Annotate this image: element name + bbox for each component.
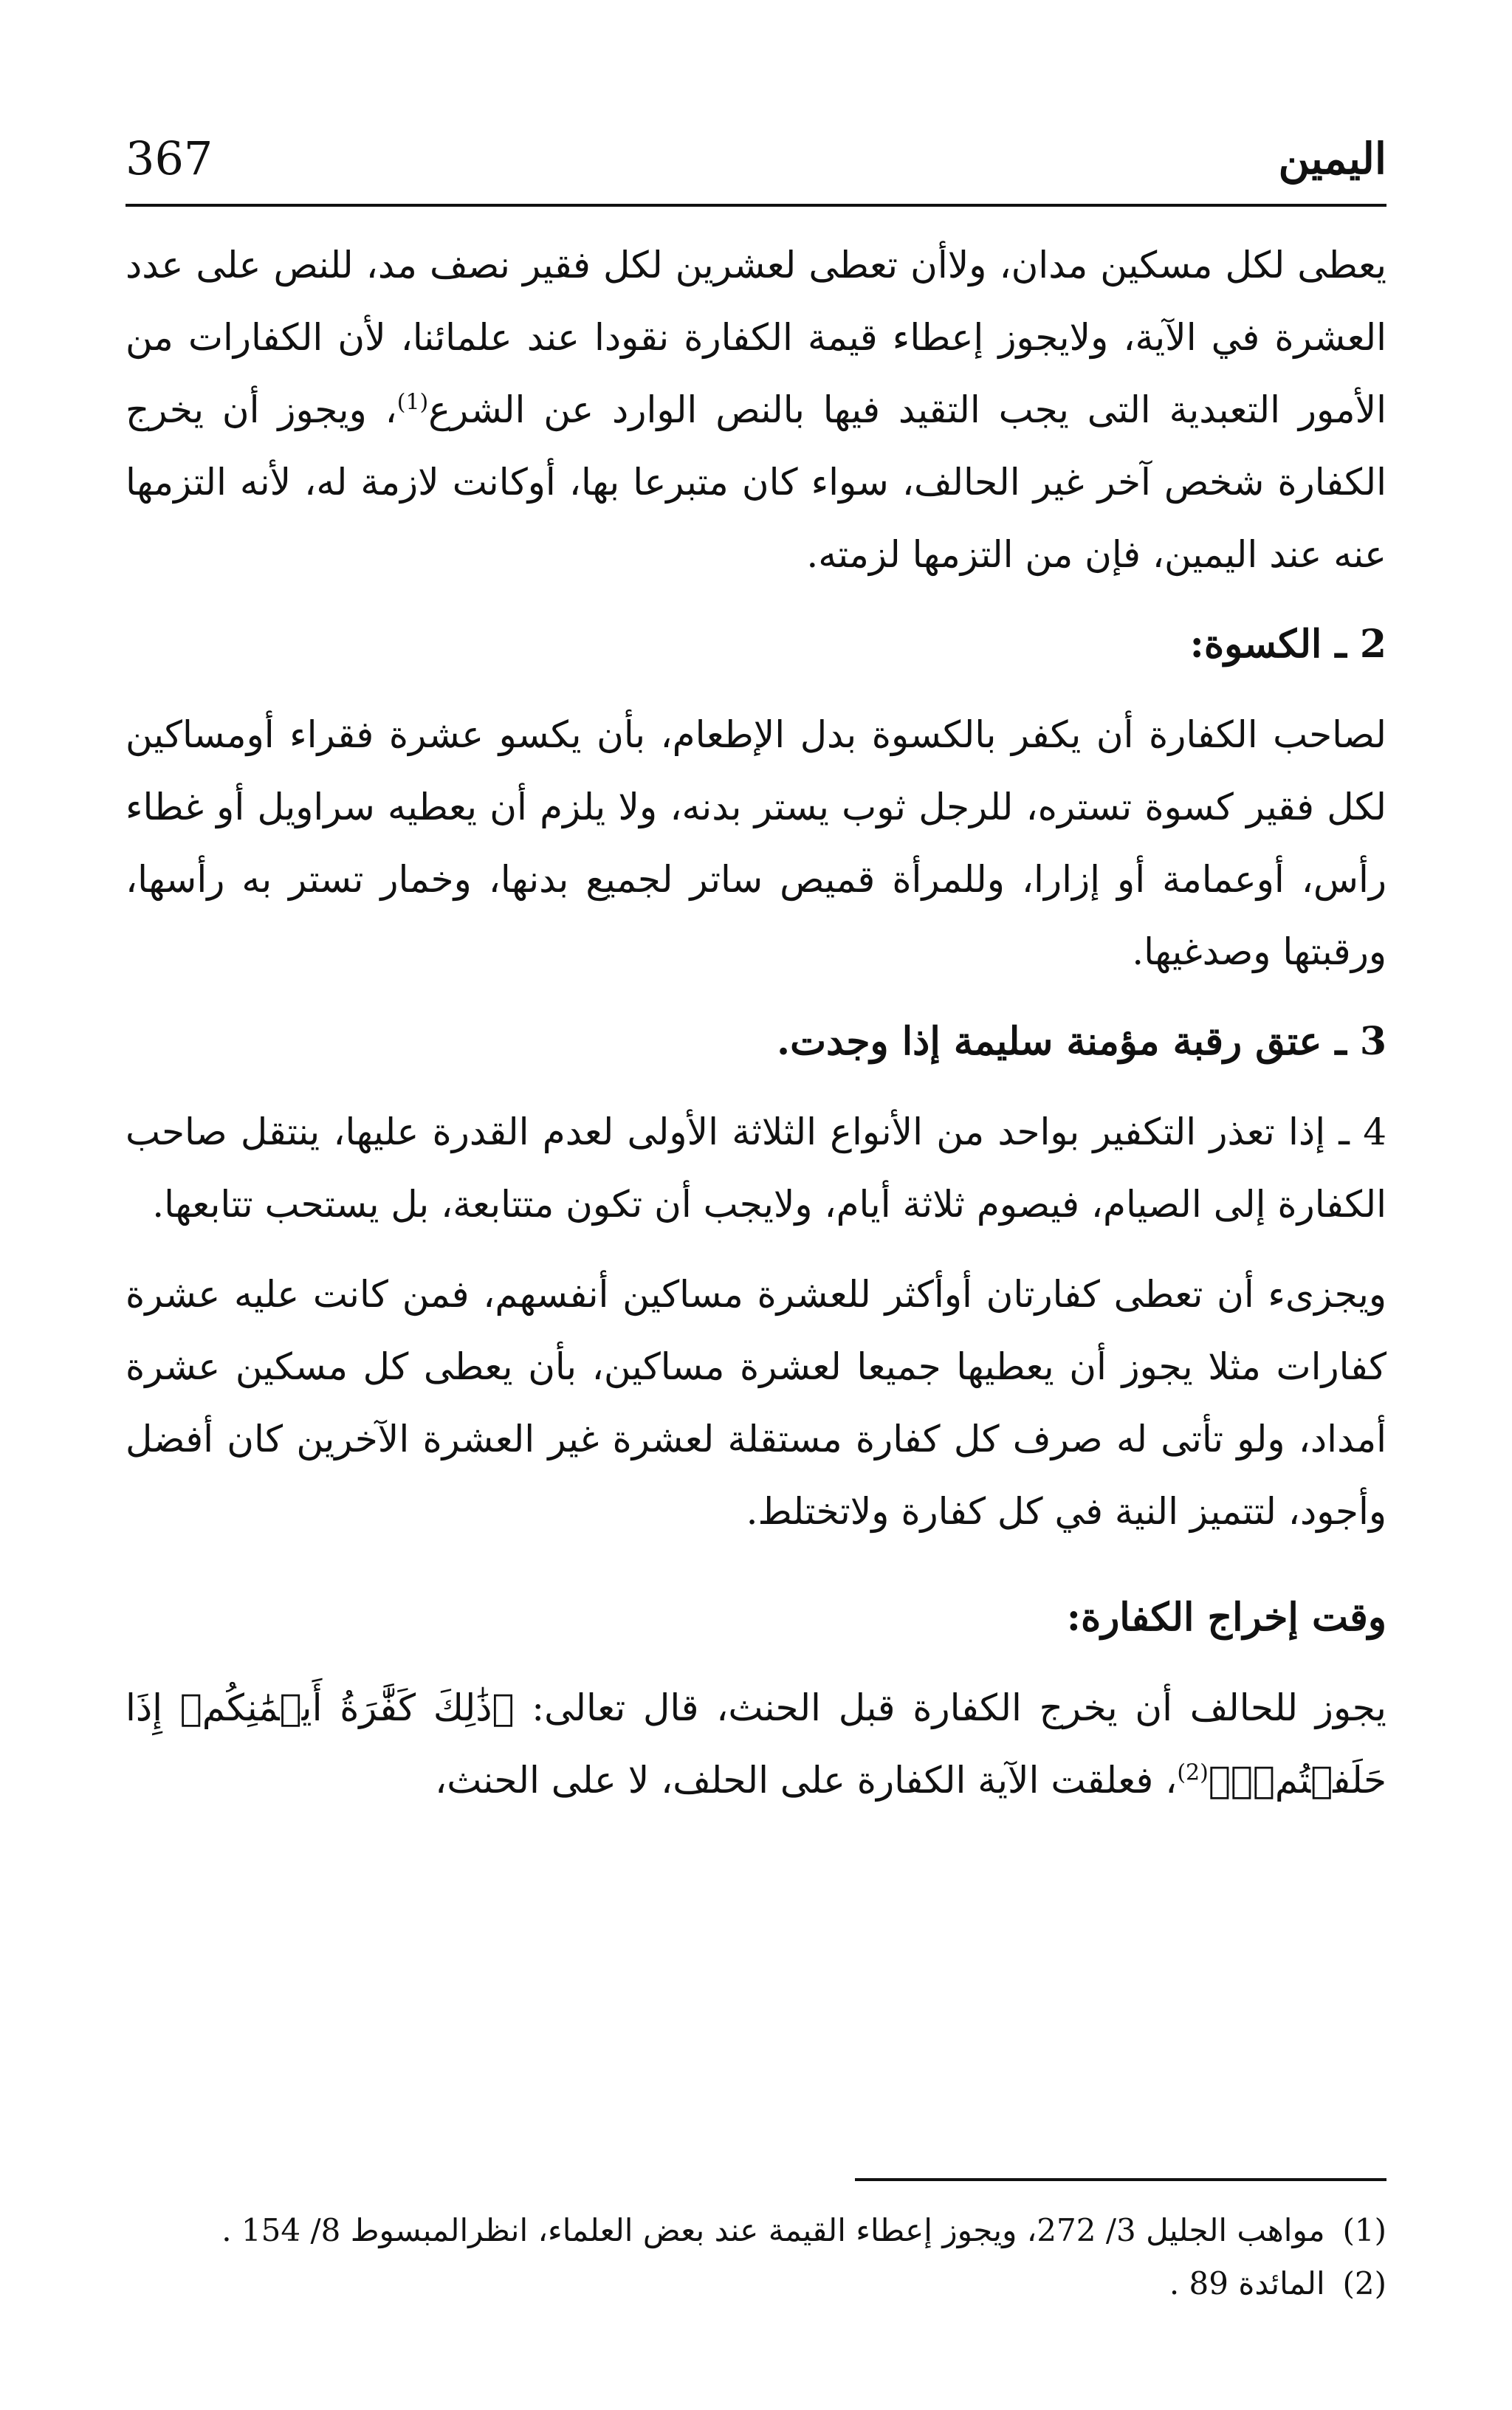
footnote-number: (2) xyxy=(1342,2265,1386,2301)
paragraph-text: يعطى لكل مسكين مدان، ولاأن تعطى لعشرين لكل فقير نصف مد، للنص على عدد العشرة في الآية، ولايجوز إعطاء قيمة الكفارة نقودا عند علمائنا، لأن الكفارات من الأمور التعبدية التى يجب التقيد فيها بالنص الوارد عن الشرع xyxy=(126,244,1386,431)
page-number: 367 xyxy=(126,131,213,185)
paragraph-multiple-expiations: ويجزىء أن تعطى كفارتان أوأكثر للعشرة مساكين أنفسهم، فمن كانت عليه عشرة كفارات مثلا يجوز أن يعطيها جميعا لعشرة مساكين، بأن يعطى كل مسكين عشرة أمداد، ولو تأتى له صرف كل كفارة مستقلة لعشرة غير العشرة الآخرين كان أفضل وأجود، لتتميز النية في كل كفارة ولاتختلط. xyxy=(126,1273,1386,1533)
paragraph-text: ، فعلقت الآية الكفارة على الحلف، لا على الحنث، xyxy=(435,1759,1178,1802)
heading-clothing: 2 ـ الكسوة: xyxy=(1189,622,1386,667)
footnote-1 xyxy=(126,2204,1386,2257)
footnote-ref: (1) xyxy=(396,389,429,416)
heading-freeing-slave: 3 ـ عتق رقبة مؤمنة سليمة إذا وجدت. xyxy=(777,1019,1386,1064)
header-divider xyxy=(126,204,1386,207)
body-text xyxy=(126,229,1386,1816)
page-header xyxy=(126,118,1386,199)
footnote-text: مواهب الجليل 3/ 272، ويجوز إعطاء القيمة عند بعض العلماء، انظرالمبسوط 8/ 154 . xyxy=(221,2212,1325,2248)
quran-verse: ﴿ذَٰلِكَ كَفَّٰرَةُ أَيۡمَٰنِكُمۡ إِذَا حَلَفۡتُمۡۚ﴾ xyxy=(126,1686,1386,1802)
paragraph-clothing: لصاحب الكفارة أن يكفر بالكسوة بدل الإطعام، بأن يكسو عشرة فقراء أومساكين لكل فقير كسوة تستره، للرجل ثوب يستر بدنه، ولا يلزم أن يعطيه سراويل أو غطاء رأس، أوعمامة أو إزارا، وللمرأة قميص ساتر لجميع بدنها، وخمار تستر به رأسها، ورقبتها وصدغيها. xyxy=(126,713,1386,973)
footnote-2 xyxy=(126,2257,1386,2310)
paragraph-feeding xyxy=(126,229,1386,591)
paragraph-text: ، ويجوز أن يخرج الكفارة شخص آخر غير الحالف، سواء كان متبرعا بها، أوكانت لازمة له، لأنه التزمها عنه عند اليمين، فإن من التزمها لزمته. xyxy=(126,388,1386,576)
footnote-ref: (2) xyxy=(1177,1760,1209,1786)
paragraph-text: يجوز للحالف أن يخرج الكفارة قبل الحنث، قال تعالى: xyxy=(532,1686,1386,1729)
footnotes xyxy=(126,2204,1386,2310)
running-title: اليمين xyxy=(1278,134,1386,184)
footnote-divider xyxy=(855,2178,1386,2181)
footnote-number: (1) xyxy=(1342,2212,1386,2248)
paragraph-expiation-time xyxy=(126,1672,1386,1816)
footnote-text: المائدة 89 . xyxy=(1169,2265,1325,2301)
heading-expiation-time: وقت إخراج الكفارة: xyxy=(1066,1595,1386,1640)
paragraph-fasting: 4 ـ إذا تعذر التكفير بواحد من الأنواع الثلاثة الأولى لعدم القدرة عليها، ينتقل صاحب الكفارة إلى الصيام، فيصوم ثلاثة أيام، ولايجب أن تكون متتابعة، بل يستحب تتابعها. xyxy=(126,1110,1386,1226)
